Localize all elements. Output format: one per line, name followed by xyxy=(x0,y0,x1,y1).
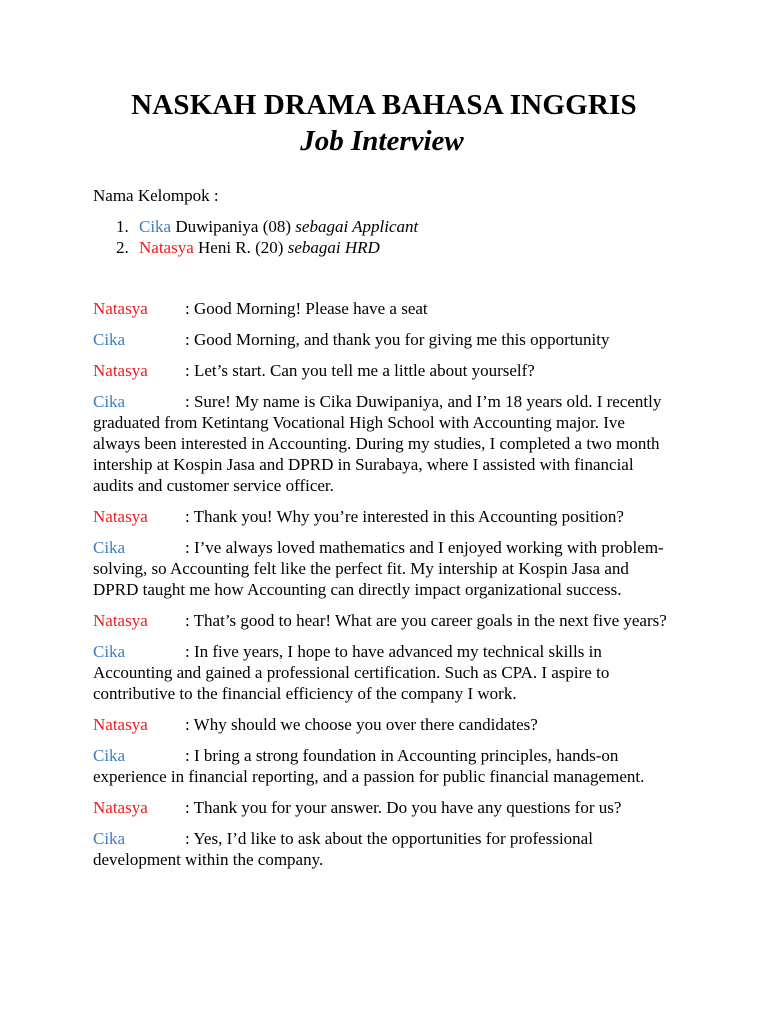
dialogue-line xyxy=(93,537,673,600)
member-first-name: Cika xyxy=(139,217,172,236)
speaker-name: Natasya xyxy=(93,798,148,817)
speaker-name: Natasya xyxy=(93,715,148,734)
dialogue-text: : Why should we choose you over there candidates? xyxy=(185,715,538,734)
dialogue-text: : Yes, I’d like to ask about the opportunities for professional development within the company. xyxy=(93,829,593,869)
dialogue-line xyxy=(93,610,673,631)
dialogue-text: : Thank you! Why you’re interested in this Accounting position? xyxy=(185,507,624,526)
dialogue-line xyxy=(93,745,673,787)
dialogue-line xyxy=(93,506,673,527)
speaker-name: Cika xyxy=(93,642,126,661)
dialogue-line xyxy=(93,714,673,735)
dialogue-line xyxy=(93,298,673,319)
dialogue-text: : Let’s start. Can you tell me a little about yourself? xyxy=(185,361,535,380)
member-list xyxy=(116,216,418,258)
dialogue-text: : Thank you for your answer. Do you have any questions for us? xyxy=(185,798,622,817)
member-item xyxy=(116,237,418,258)
speaker-name: Natasya xyxy=(93,611,148,630)
dialogue xyxy=(93,298,673,880)
dialogue-line xyxy=(93,360,673,381)
dialogue-text: : In five years, I hope to have advanced my technical skills in Accounting and gained a professional certification. Such as CPA. I aspire to contributive to the financial efficiency of the company I work. xyxy=(93,642,610,703)
dialogue-line xyxy=(93,391,673,496)
dialogue-text: : I bring a strong foundation in Accounting principles, hands-on experience in financial reporting, and a passion for public financial management. xyxy=(93,746,645,786)
member-item xyxy=(116,216,418,237)
member-first-name: Natasya xyxy=(139,238,194,257)
speaker-name: Cika xyxy=(93,746,126,765)
dialogue-line xyxy=(93,797,673,818)
speaker-name: Natasya xyxy=(93,361,148,380)
speaker-name: Cika xyxy=(93,330,126,349)
dialogue-text: : Good Morning, and thank you for giving me this opportunity xyxy=(185,330,610,349)
member-details: Heni R. (20) xyxy=(193,238,288,257)
dialogue-line xyxy=(93,828,673,870)
dialogue-line xyxy=(93,329,673,350)
dialogue-text: : That’s good to hear! What are you career goals in the next five years? xyxy=(185,611,667,630)
dialogue-text: : I’ve always loved mathematics and I enjoyed working with problem-solving, so Accounting felt like the perfect fit. My intership at Kospin Jasa and DPRD taught me how Accounting can directly impact organizational success. xyxy=(93,538,664,599)
speaker-name: Natasya xyxy=(93,299,148,318)
speaker-name: Natasya xyxy=(93,507,148,526)
member-number: 1. xyxy=(116,217,129,236)
speaker-name: Cika xyxy=(93,392,126,411)
group-label: Nama Kelompok : xyxy=(93,186,219,205)
speaker-name: Cika xyxy=(93,829,126,848)
member-number: 2. xyxy=(116,238,129,257)
member-role: sebagai HRD xyxy=(287,238,380,257)
speaker-name: Cika xyxy=(93,538,126,557)
dialogue-text: : Sure! My name is Cika Duwipaniya, and I’m 18 years old. I recently graduated from Ketintang Vocational High School with Accounting major. Ive always been interested in Accounting. During my studies, I completed a two month intership at Kospin Jasa and DPRD in Surabaya, where I assisted with financial audits and customer service officer. xyxy=(93,392,662,495)
member-details: Duwipaniya (08) xyxy=(171,217,296,236)
page-subtitle: Job Interview xyxy=(300,125,464,157)
member-role: sebagai Applicant xyxy=(295,217,419,236)
dialogue-text: : Good Morning! Please have a seat xyxy=(185,299,428,318)
dialogue-line xyxy=(93,641,673,704)
page-title: NASKAH DRAMA BAHASA INGGRIS xyxy=(131,89,637,121)
